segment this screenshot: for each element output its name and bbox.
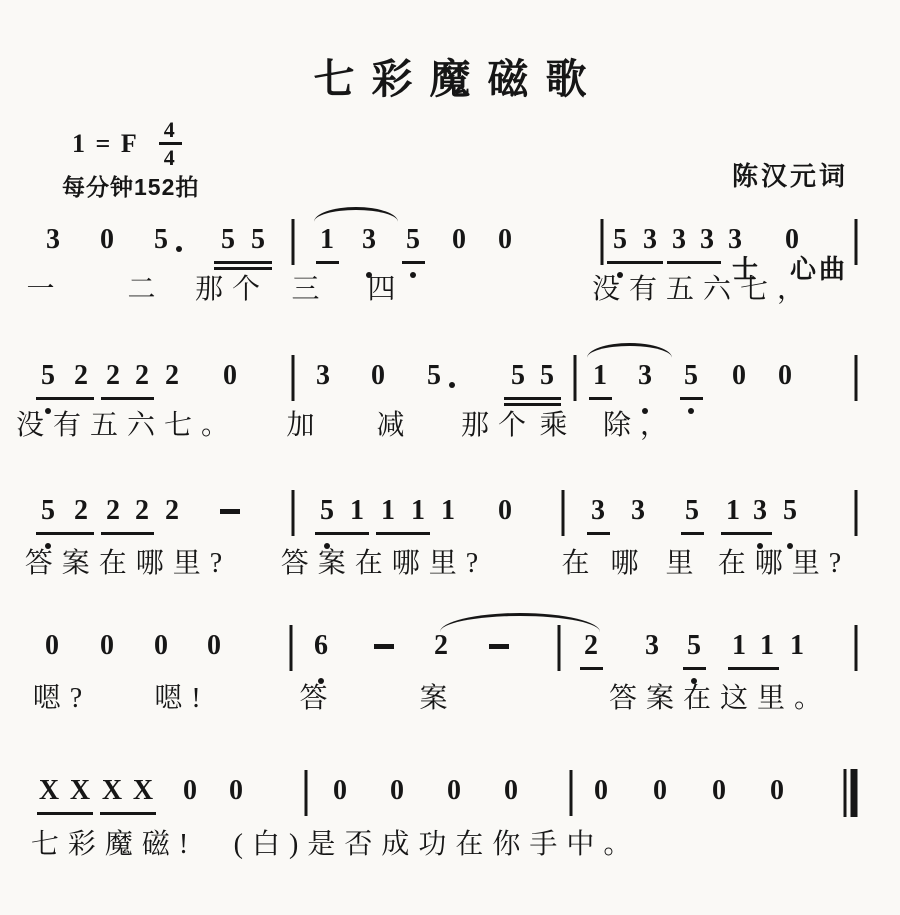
beam-line	[504, 397, 561, 400]
note-digit: 2	[74, 360, 88, 391]
rest-note: 0	[45, 630, 59, 661]
note-digit: 1	[320, 224, 334, 255]
lyric-text: 嗯!	[154, 683, 210, 714]
note-digit: 3	[672, 224, 686, 255]
lyric-text: 答案在哪里?	[280, 548, 488, 579]
note-digit: 2	[165, 495, 179, 526]
barline	[601, 219, 604, 265]
note-digit: 1	[790, 630, 804, 661]
beam-line	[607, 261, 663, 264]
note-digit: 3	[645, 630, 659, 661]
note-digit: 5	[540, 360, 554, 391]
note-digit: 3	[46, 224, 60, 255]
note-digit: 1	[593, 360, 607, 391]
beam-line	[728, 667, 779, 670]
rhythm-note: X	[132, 775, 154, 806]
barline	[562, 490, 565, 536]
time-signature	[159, 118, 182, 169]
note-digit: 2	[106, 495, 120, 526]
rest-note: 0	[452, 224, 466, 255]
barline	[855, 490, 858, 536]
barline	[855, 355, 858, 401]
note-digit: 3	[700, 224, 714, 255]
beam-line	[667, 261, 721, 264]
beam-line	[589, 397, 612, 400]
barline	[290, 625, 293, 671]
augmentation-dot	[176, 246, 182, 252]
slur-arc	[314, 207, 398, 222]
beam-line	[683, 667, 706, 670]
beam-line	[721, 532, 772, 535]
note-digit: 2	[434, 630, 448, 661]
beam-line	[580, 667, 603, 670]
rest-note: 0	[447, 775, 461, 806]
beam-line	[36, 397, 94, 400]
rest-note: 0	[785, 224, 799, 255]
note-digit: 2	[135, 360, 149, 391]
barline	[558, 625, 561, 671]
rhythm-note: X	[38, 775, 60, 806]
note-digit: 3	[728, 224, 742, 255]
note-digit: 5	[320, 495, 334, 526]
note-digit: 2	[584, 630, 598, 661]
song-title: 七彩魔磁歌	[313, 56, 604, 102]
rest-note: 0	[333, 775, 347, 806]
note-digit: 5	[221, 224, 235, 255]
note-digit: 3	[631, 495, 645, 526]
note-digit: 3	[362, 224, 376, 255]
rest-note: 0	[229, 775, 243, 806]
lyric-text: 除，	[602, 410, 678, 441]
beam-line-second	[214, 267, 272, 270]
barline	[305, 770, 308, 816]
barline	[574, 355, 577, 401]
barline	[855, 219, 858, 265]
lyric-text: 答案在哪里?	[24, 548, 232, 579]
lyric-text: 嗯?	[32, 683, 92, 714]
beam-line	[214, 261, 272, 264]
key-text: 1 = F	[72, 128, 139, 158]
lyric-text: 没有五六七。	[15, 410, 239, 441]
lyricist-credit: 陈汉元词	[731, 162, 848, 191]
lyric-text: 四	[367, 274, 405, 305]
beam-line	[101, 532, 154, 535]
note-digit: 5	[685, 495, 699, 526]
barline	[570, 770, 573, 816]
rest-note: 0	[100, 630, 114, 661]
rest-note: 0	[594, 775, 608, 806]
lyric-text: 一	[26, 274, 64, 305]
final-barline-thin	[844, 769, 847, 817]
beam-line	[402, 261, 425, 264]
sustain-dash	[220, 509, 240, 514]
lyric-text: 哪	[610, 548, 648, 579]
rest-note: 0	[223, 360, 237, 391]
beam-line	[315, 532, 369, 535]
lyric-text: 在	[561, 548, 599, 579]
slur-arc	[440, 613, 600, 632]
lyric-text: 乘	[539, 410, 577, 441]
octave-dot	[688, 408, 694, 414]
beam-line	[316, 261, 339, 264]
note-digit: 3	[638, 360, 652, 391]
octave-dot	[410, 272, 416, 278]
barline	[292, 490, 295, 536]
lyric-text: 答案在这里。	[608, 683, 832, 714]
note-digit: 1	[381, 495, 395, 526]
rest-note: 0	[154, 630, 168, 661]
note-digit: 2	[106, 360, 120, 391]
rest-note: 0	[653, 775, 667, 806]
rest-note: 0	[183, 775, 197, 806]
lyric-text: 三	[291, 274, 329, 305]
beam-line	[37, 812, 93, 815]
sustain-dash	[374, 644, 394, 649]
credits-block	[732, 99, 848, 347]
rest-note: 0	[770, 775, 784, 806]
note-digit: 3	[643, 224, 657, 255]
augmentation-dot	[449, 382, 455, 388]
beam-line	[680, 397, 703, 400]
lyric-text: 七彩魔磁!	[30, 829, 198, 860]
lyric-text: 减	[376, 410, 414, 441]
lyric-text: 案	[419, 683, 457, 714]
sustain-dash	[489, 644, 509, 649]
rhythm-note: X	[101, 775, 123, 806]
time-signature-denominator: 4	[163, 145, 177, 170]
beam-line-second	[504, 403, 561, 406]
lyric-text: 那个	[194, 274, 270, 305]
rhythm-note: X	[69, 775, 91, 806]
note-digit: 5	[41, 360, 55, 391]
composer-credit: 士 心曲	[731, 255, 848, 284]
lyric-text: 在哪里?	[717, 548, 851, 579]
lyric-text: (白)是否成功在你手中。	[233, 829, 641, 860]
lyric-text: 二	[127, 274, 165, 305]
note-digit: 2	[165, 360, 179, 391]
lyric-text: 没有五六七，	[591, 274, 815, 305]
note-digit: 5	[783, 495, 797, 526]
rest-note: 0	[207, 630, 221, 661]
rest-note: 0	[778, 360, 792, 391]
note-digit: 3	[316, 360, 330, 391]
note-digit: 2	[74, 495, 88, 526]
rest-note: 0	[732, 360, 746, 391]
rest-note: 0	[498, 495, 512, 526]
barline	[855, 625, 858, 671]
beam-line	[587, 532, 610, 535]
note-digit: 5	[251, 224, 265, 255]
note-digit: 5	[41, 495, 55, 526]
rest-note: 0	[712, 775, 726, 806]
note-digit: 5	[154, 224, 168, 255]
beam-line	[681, 532, 704, 535]
note-digit: 1	[350, 495, 364, 526]
rest-note: 0	[100, 224, 114, 255]
note-digit: 5	[427, 360, 441, 391]
note-digit: 1	[441, 495, 455, 526]
note-digit: 6	[314, 630, 328, 661]
note-digit: 1	[411, 495, 425, 526]
rest-note: 0	[390, 775, 404, 806]
lyric-text: 里	[665, 548, 703, 579]
time-signature-numerator: 4	[159, 118, 182, 145]
key-signature	[72, 118, 182, 169]
lyric-text: 那个	[460, 410, 536, 441]
barline	[292, 355, 295, 401]
final-barline-thick	[851, 769, 858, 817]
rest-note: 0	[371, 360, 385, 391]
note-digit: 3	[753, 495, 767, 526]
beam-line	[36, 532, 94, 535]
rest-note: 0	[498, 224, 512, 255]
rest-note: 0	[504, 775, 518, 806]
barline	[292, 219, 295, 265]
note-digit: 1	[732, 630, 746, 661]
note-digit: 1	[760, 630, 774, 661]
note-digit: 3	[591, 495, 605, 526]
note-digit: 5	[613, 224, 627, 255]
lyric-text: 答	[299, 683, 337, 714]
note-digit: 5	[406, 224, 420, 255]
lyric-text: 加	[286, 410, 324, 441]
beam-line	[376, 532, 430, 535]
beam-line	[101, 397, 154, 400]
tempo-marking: 每分钟152拍	[62, 174, 200, 200]
note-digit: 1	[726, 495, 740, 526]
note-digit: 5	[684, 360, 698, 391]
beam-line	[100, 812, 156, 815]
slur-arc	[587, 343, 672, 358]
note-digit: 5	[687, 630, 701, 661]
note-digit: 2	[135, 495, 149, 526]
note-digit: 5	[511, 360, 525, 391]
